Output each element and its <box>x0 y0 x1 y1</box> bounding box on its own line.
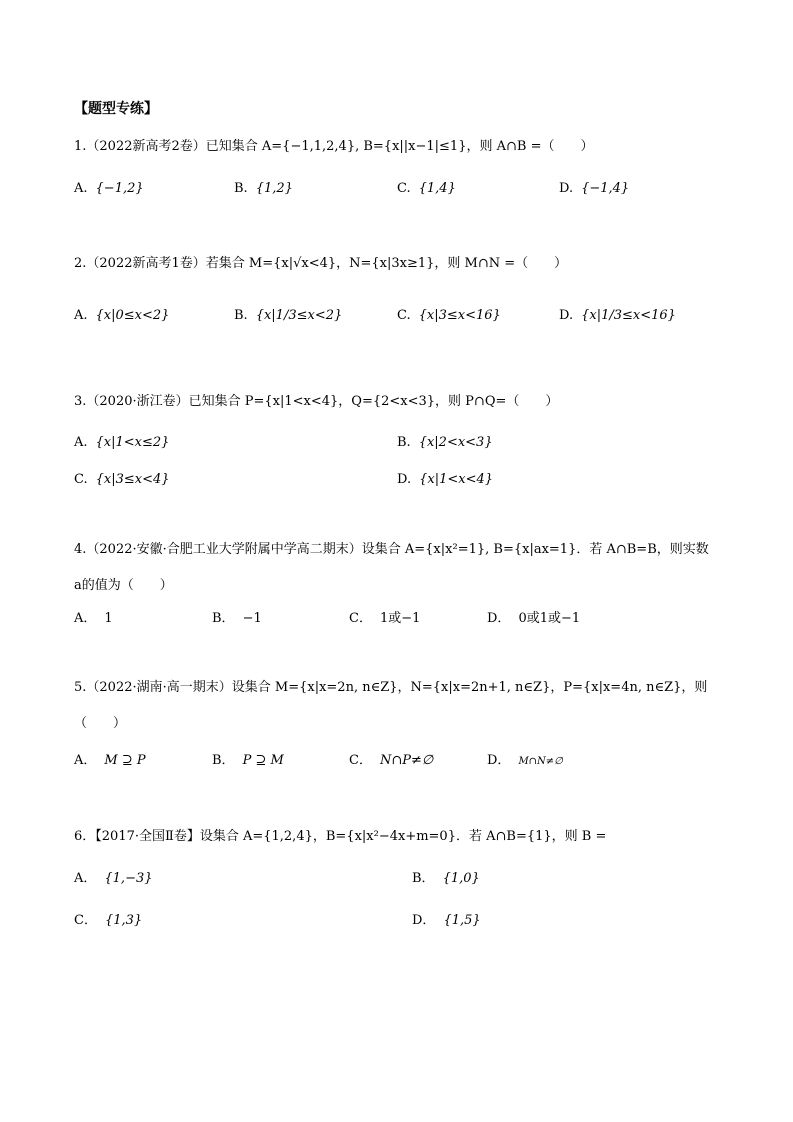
q5-option-d <box>487 752 563 771</box>
option-text: 1 <box>104 611 113 626</box>
option-label: D． <box>487 753 511 768</box>
option-label: B. <box>397 435 411 450</box>
option-text: 0或1或−1 <box>518 611 581 626</box>
question-3-stem: 3.（2020·浙江卷）已知集合 P={x|1<x<4}，Q={2<x<3}，则 P∩Q=（ ） <box>74 394 559 409</box>
option-label: B． <box>412 871 435 886</box>
option-label: C. <box>397 308 411 323</box>
option-text: {1,2} <box>255 181 293 196</box>
q2-option-b <box>234 307 342 325</box>
option-text: −1 <box>242 611 262 626</box>
option-label: A. <box>74 181 88 196</box>
option-text: {1,0} <box>442 871 480 886</box>
question-6-stem: 6．【2017·全国Ⅱ卷】设集合 A={1,2,4}，B={x|x²−4x+m=0}．若 A∩B={1}，则 B = <box>74 829 607 844</box>
option-label: C. <box>397 181 411 196</box>
q4-option-d <box>487 610 580 628</box>
question-5-stem-continued: （ ） <box>74 716 127 731</box>
q5-option-c <box>349 752 433 770</box>
option-text: M ⊇ P <box>104 753 146 768</box>
option-label: A. <box>74 435 88 450</box>
section-heading: 【题型专练】 <box>74 101 158 117</box>
option-label: B. <box>234 308 248 323</box>
option-label: D． <box>412 913 436 928</box>
option-label: A. <box>74 308 88 323</box>
option-text: {1,4} <box>418 181 456 196</box>
option-label: D. <box>559 181 574 196</box>
q6-option-d <box>412 912 481 930</box>
q6-option-a <box>74 870 153 888</box>
option-text: {1,3} <box>104 913 143 928</box>
q4-option-c <box>349 610 420 628</box>
option-text: M∩N≠∅ <box>518 756 563 767</box>
q4-option-b <box>212 610 262 628</box>
option-label: C． <box>349 611 372 626</box>
question-2-stem: 2.（2022新高考1卷）若集合 M={x|√x<4}，N={x|3x≥1}，则 M∩N =（ ） <box>74 256 568 271</box>
q5-option-b <box>212 752 284 770</box>
option-text: {x|1<x≤2} <box>95 435 170 450</box>
option-text: {x|2<x<3} <box>418 435 493 450</box>
q2-option-d <box>559 307 676 325</box>
option-text: P ⊇ M <box>242 753 284 768</box>
option-label: D. <box>397 472 412 487</box>
question-4-stem-continued: a的值为（ ） <box>74 578 173 593</box>
q6-option-b <box>412 870 480 888</box>
q2-option-c <box>397 307 501 325</box>
option-text: N∩P≠∅ <box>379 753 434 768</box>
q4-option-a <box>74 610 113 628</box>
q1-option-d <box>559 180 629 198</box>
option-text: {x|3≤x<16} <box>418 308 501 323</box>
q3-option-d <box>397 471 493 489</box>
q3-option-b <box>397 434 493 452</box>
option-text: {−1,2} <box>95 181 144 196</box>
q1-option-c <box>397 180 456 198</box>
option-label: A． <box>74 611 97 626</box>
question-5-stem: 5.（2022·湖南·高一期末）设集合 M={x|x=2n, n∈Z}，N={x|x=2n+1, n∈Z}，P={x|x=4n, n∈Z}，则 <box>74 680 708 695</box>
option-label: D． <box>487 611 511 626</box>
option-label: A． <box>74 871 97 886</box>
option-text: {−1,4} <box>581 181 630 196</box>
option-label: C. <box>74 472 88 487</box>
option-label: C． <box>349 753 372 768</box>
option-text: 1或−1 <box>379 611 421 626</box>
q5-option-a <box>74 752 146 770</box>
q1-option-a <box>74 180 144 198</box>
option-text: {1,−3} <box>104 871 153 886</box>
q1-option-b <box>234 180 293 198</box>
option-text: {x|1/3≤x<16} <box>581 308 676 323</box>
option-text: {x|1/3≤x<2} <box>255 308 343 323</box>
option-label: B. <box>234 181 248 196</box>
option-label: C． <box>74 913 97 928</box>
question-1-stem: 1.（2022新高考2卷）已知集合 A={−1,1,2,4}, B={x||x−1|≤1}，则 A∩B =（ ） <box>74 139 594 154</box>
option-text: {x|1<x<4} <box>419 472 494 487</box>
option-text: {1,5} <box>443 913 481 928</box>
option-text: {x|0≤x<2} <box>95 308 170 323</box>
q3-option-c <box>74 471 170 489</box>
question-4-stem: 4.（2022·安徽·合肥工业大学附属中学高二期末）设集合 A={x|x²=1}, B={x|ax=1}．若 A∩B=B，则实数 <box>74 542 709 557</box>
q6-option-c <box>74 912 142 930</box>
option-text: {x|3≤x<4} <box>95 472 170 487</box>
option-label: B． <box>212 753 235 768</box>
option-label: B． <box>212 611 235 626</box>
q3-option-a <box>74 434 169 452</box>
option-label: D. <box>559 308 574 323</box>
option-label: A． <box>74 753 97 768</box>
q2-option-a <box>74 307 169 325</box>
